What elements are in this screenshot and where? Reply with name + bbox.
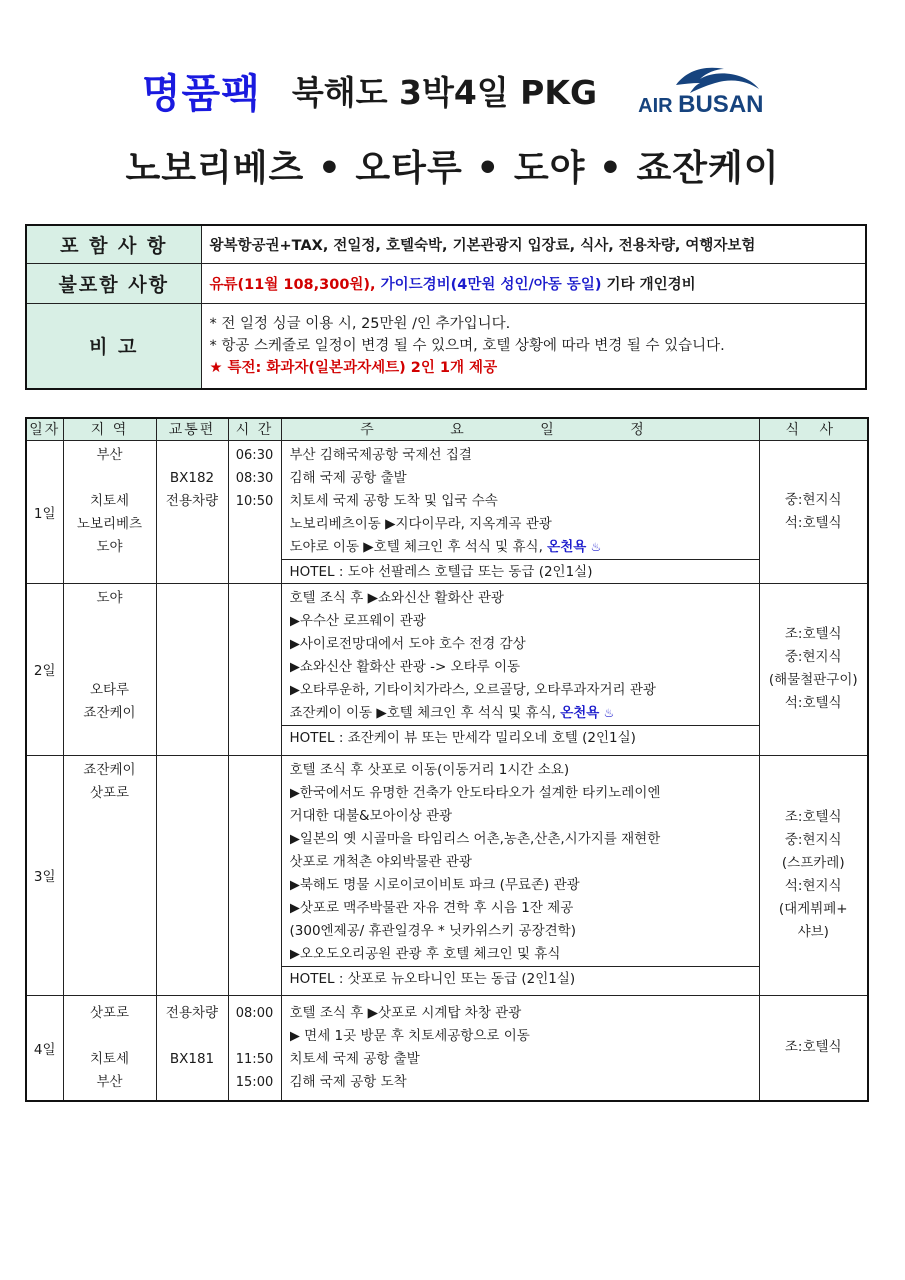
itinerary-item: 삿포로 개척촌 야외박물관 관광 <box>289 853 472 870</box>
time: 15:00 <box>235 1074 274 1090</box>
meal: 샤브) <box>797 924 829 940</box>
itinerary-item <box>290 536 751 559</box>
package-info-table <box>25 224 867 390</box>
itinerary-items <box>282 996 759 1094</box>
transport <box>157 444 228 467</box>
meal: (스프카레) <box>781 855 845 871</box>
included-label: 포 함 사 항 <box>26 225 201 263</box>
region: 죠잔케이 <box>83 761 136 778</box>
hotel-info: HOTEL : 삿포로 뉴오타니인 또는 동급 (2인1실) <box>282 966 759 990</box>
region: 부산 <box>96 1073 123 1090</box>
region-cell <box>63 755 156 995</box>
itinerary-text: 죠잔케이 이동 ▶호텔 체크인 후 석식 및 휴식, <box>289 704 561 721</box>
meal: 석:호텔식 <box>784 514 842 531</box>
meal: 석:호텔식 <box>784 695 842 711</box>
meals-cell <box>759 755 868 995</box>
itinerary-text: 도야로 이동 ▶호텔 체크인 후 석식 및 휴식, <box>289 538 548 555</box>
region <box>64 467 156 490</box>
transport-cell <box>156 995 228 1101</box>
meal: 중:현지식 <box>784 832 842 848</box>
itinerary-item: ▶삿포로 맥주박물관 자유 견학 후 시음 1잔 제공 <box>289 899 574 916</box>
time-cell <box>228 755 281 995</box>
meal: 조:호텔식 <box>784 1039 842 1056</box>
time: 10:50 <box>235 493 274 509</box>
meals-cell <box>759 440 868 583</box>
itinerary-item: ▶ 면세 1곳 방문 후 치토세공항으로 이동 <box>289 1027 530 1044</box>
itinerary-item: 치토세 국제 공항 도착 및 입국 수속 <box>289 492 498 509</box>
region <box>64 610 156 633</box>
included-value: 왕복항공권+TAX, 전일정, 호텔숙박, 기본관광지 입장료, 식사, 전용차량, 여행자보험 <box>201 225 866 263</box>
day-label: 3일 <box>26 755 63 995</box>
time-cell <box>228 995 281 1101</box>
meal: (대게뷔페+ <box>778 901 848 917</box>
itinerary-items <box>282 441 759 559</box>
header-day: 일자 <box>26 418 63 440</box>
itinerary-item: 김해 국제 공항 도착 <box>289 1073 407 1090</box>
itinerary-item: ▶쇼와신산 활화산 관광 -> 오타루 이동 <box>289 658 521 675</box>
day-row-3 <box>26 755 868 995</box>
region: 오타루 <box>89 681 130 698</box>
region: 삿포로 <box>89 1004 130 1021</box>
transport: 전용차량 <box>165 492 219 509</box>
itinerary-item: (300엔제공/ 휴관일경우 * 닛카위스키 공장견학) <box>289 922 576 939</box>
excluded-guide: 가이드경비(4만원 성인/아동 동일) <box>380 276 602 293</box>
meals-cell <box>759 995 868 1101</box>
day-label: 1일 <box>26 440 63 583</box>
day-label: 2일 <box>26 583 63 755</box>
region <box>64 1025 156 1048</box>
package-title: 북해도 3박4일 PKG <box>291 73 598 112</box>
transport: BX182 <box>169 469 215 486</box>
region-cell <box>63 995 156 1101</box>
time-cell <box>228 440 281 583</box>
transport-cell <box>156 583 228 755</box>
notes-label: 비 고 <box>26 303 201 389</box>
transport: 전용차량 <box>165 1004 219 1021</box>
notes-value <box>201 303 866 389</box>
hotel-info: HOTEL : 도야 선팔레스 호텔급 또는 동급 (2인1실) <box>282 559 759 583</box>
day-label: 4일 <box>26 995 63 1101</box>
header-time: 시 간 <box>228 418 281 440</box>
region: 치토세 <box>89 1050 130 1067</box>
excluded-label: 불포함 사항 <box>26 263 201 303</box>
itinerary-item: 김해 국제 공항 출발 <box>289 469 407 486</box>
region: 치토세 <box>89 492 130 509</box>
airline-air: AIR <box>638 94 673 117</box>
onsen-label: 온천욕 <box>547 538 587 555</box>
time-cell <box>228 583 281 755</box>
region-cell <box>63 583 156 755</box>
region: 삿포로 <box>89 784 130 801</box>
hot-spring-icon: ♨ <box>590 539 602 554</box>
route-title: 노보리베츠 • 오타루 • 도야 • 죠잔케이 <box>125 148 780 189</box>
meal: 중:현지식 <box>784 649 842 665</box>
day-row-1 <box>26 440 868 583</box>
excluded-other: 기타 개인경비 <box>606 276 696 293</box>
itinerary-item: ▶우수산 로프웨이 관광 <box>289 612 426 629</box>
region: 부산 <box>96 446 123 463</box>
itinerary-items <box>282 584 759 725</box>
itinerary-cell <box>281 583 759 755</box>
itinerary-item: 호텔 조식 후 ▶쇼와신산 활화산 관광 <box>289 589 504 606</box>
note-schedule-change: * 항공 스케줄로 일정이 변경 될 수 있으며, 호텔 상황에 따라 변경 될 수 있습니다. <box>209 337 725 354</box>
itinerary-item: ▶한국에서도 유명한 건축가 안도타타오가 설계한 타키노레이엔 <box>289 784 661 801</box>
itinerary-item: ▶사이로전망대에서 도야 호수 전경 감상 <box>289 635 526 652</box>
time: 08:00 <box>235 1005 274 1021</box>
header-meals: 식 사 <box>759 418 868 440</box>
time <box>229 1025 281 1048</box>
region: 도야 <box>96 589 123 606</box>
itinerary-item: ▶오타루운하, 기타이치가라스, 오르골당, 오타루과자거리 관광 <box>289 681 656 698</box>
meal: 조:호텔식 <box>784 809 842 825</box>
transport: BX181 <box>169 1050 215 1067</box>
hot-spring-icon: ♨ <box>603 705 615 720</box>
time: 06:30 <box>235 447 274 463</box>
transport-cell <box>156 755 228 995</box>
region <box>64 656 156 679</box>
meal: 조:호텔식 <box>784 626 842 642</box>
itinerary-item: 부산 김해국제공항 국제선 집결 <box>289 446 472 463</box>
onsen-label: 온천욕 <box>560 704 600 721</box>
region: 죠잔케이 <box>83 704 136 721</box>
itinerary-cell <box>281 755 759 995</box>
itinerary-item: ▶오오도오리공원 관광 후 호텔 체크인 및 휴식 <box>289 945 561 962</box>
title-line <box>0 62 905 132</box>
airline-name <box>638 91 763 119</box>
meals-cell <box>759 583 868 755</box>
region <box>64 633 156 656</box>
itinerary-cell <box>281 440 759 583</box>
meal: 석:현지식 <box>784 878 842 894</box>
itinerary-item: ▶일본의 옛 시골마을 타임리스 어촌,농촌,산촌,시가지를 재현한 <box>289 830 661 847</box>
region-cell <box>63 440 156 583</box>
time: 11:50 <box>235 1051 274 1067</box>
itinerary-item: ▶북해도 명물 시로이코이비토 파크 (무료존) 관광 <box>289 876 580 893</box>
time: 08:30 <box>235 470 274 486</box>
meal: (해물철판구이) <box>768 672 858 688</box>
airline-busan: BUSAN <box>678 90 764 118</box>
itinerary-items <box>282 756 759 966</box>
itinerary-table <box>25 417 869 1102</box>
header-itinerary: 주 요 일 정 <box>281 418 759 440</box>
itinerary-item: 거대한 대불&모아이상 관광 <box>289 807 453 824</box>
itinerary-item: 치토세 국제 공항 출발 <box>289 1050 420 1067</box>
day-row-2 <box>26 583 868 755</box>
brand-title: 명품팩 <box>141 71 261 117</box>
header-transport: 교통편 <box>156 418 228 440</box>
excluded-fuel: 유류(11월 108,300원), <box>209 276 376 293</box>
excluded-value <box>201 263 866 303</box>
transport <box>157 1071 228 1094</box>
itinerary-cell <box>281 995 759 1101</box>
transport <box>157 1025 228 1048</box>
itinerary-item: 노보리베츠이동 ▶지다이무라, 지옥계곡 관광 <box>289 515 552 532</box>
itinerary-item <box>290 702 751 725</box>
itinerary-item: 호텔 조식 후 삿포로 이동(이동거리 1시간 소요) <box>289 761 570 778</box>
hotel-info: HOTEL : 죠잔케이 뷰 또는 만세각 밀리오네 호텔 (2인1실) <box>282 725 759 749</box>
airline-logo <box>638 63 763 119</box>
region: 도야 <box>96 538 123 555</box>
meal: 중:현지식 <box>784 491 842 508</box>
region: 노보리베츠 <box>76 515 143 532</box>
note-special-gift: ★ 특전: 화과자(일본과자세트) 2인 1개 제공 <box>209 359 498 376</box>
transport-cell <box>156 440 228 583</box>
itinerary-item: 호텔 조식 후 ▶삿포로 시계탑 차창 관광 <box>289 1004 522 1021</box>
note-single-room: * 전 일정 싱글 이용 시, 25만원 /인 추가입니다. <box>209 315 511 332</box>
header-region: 지 역 <box>63 418 156 440</box>
day-row-4 <box>26 995 868 1101</box>
